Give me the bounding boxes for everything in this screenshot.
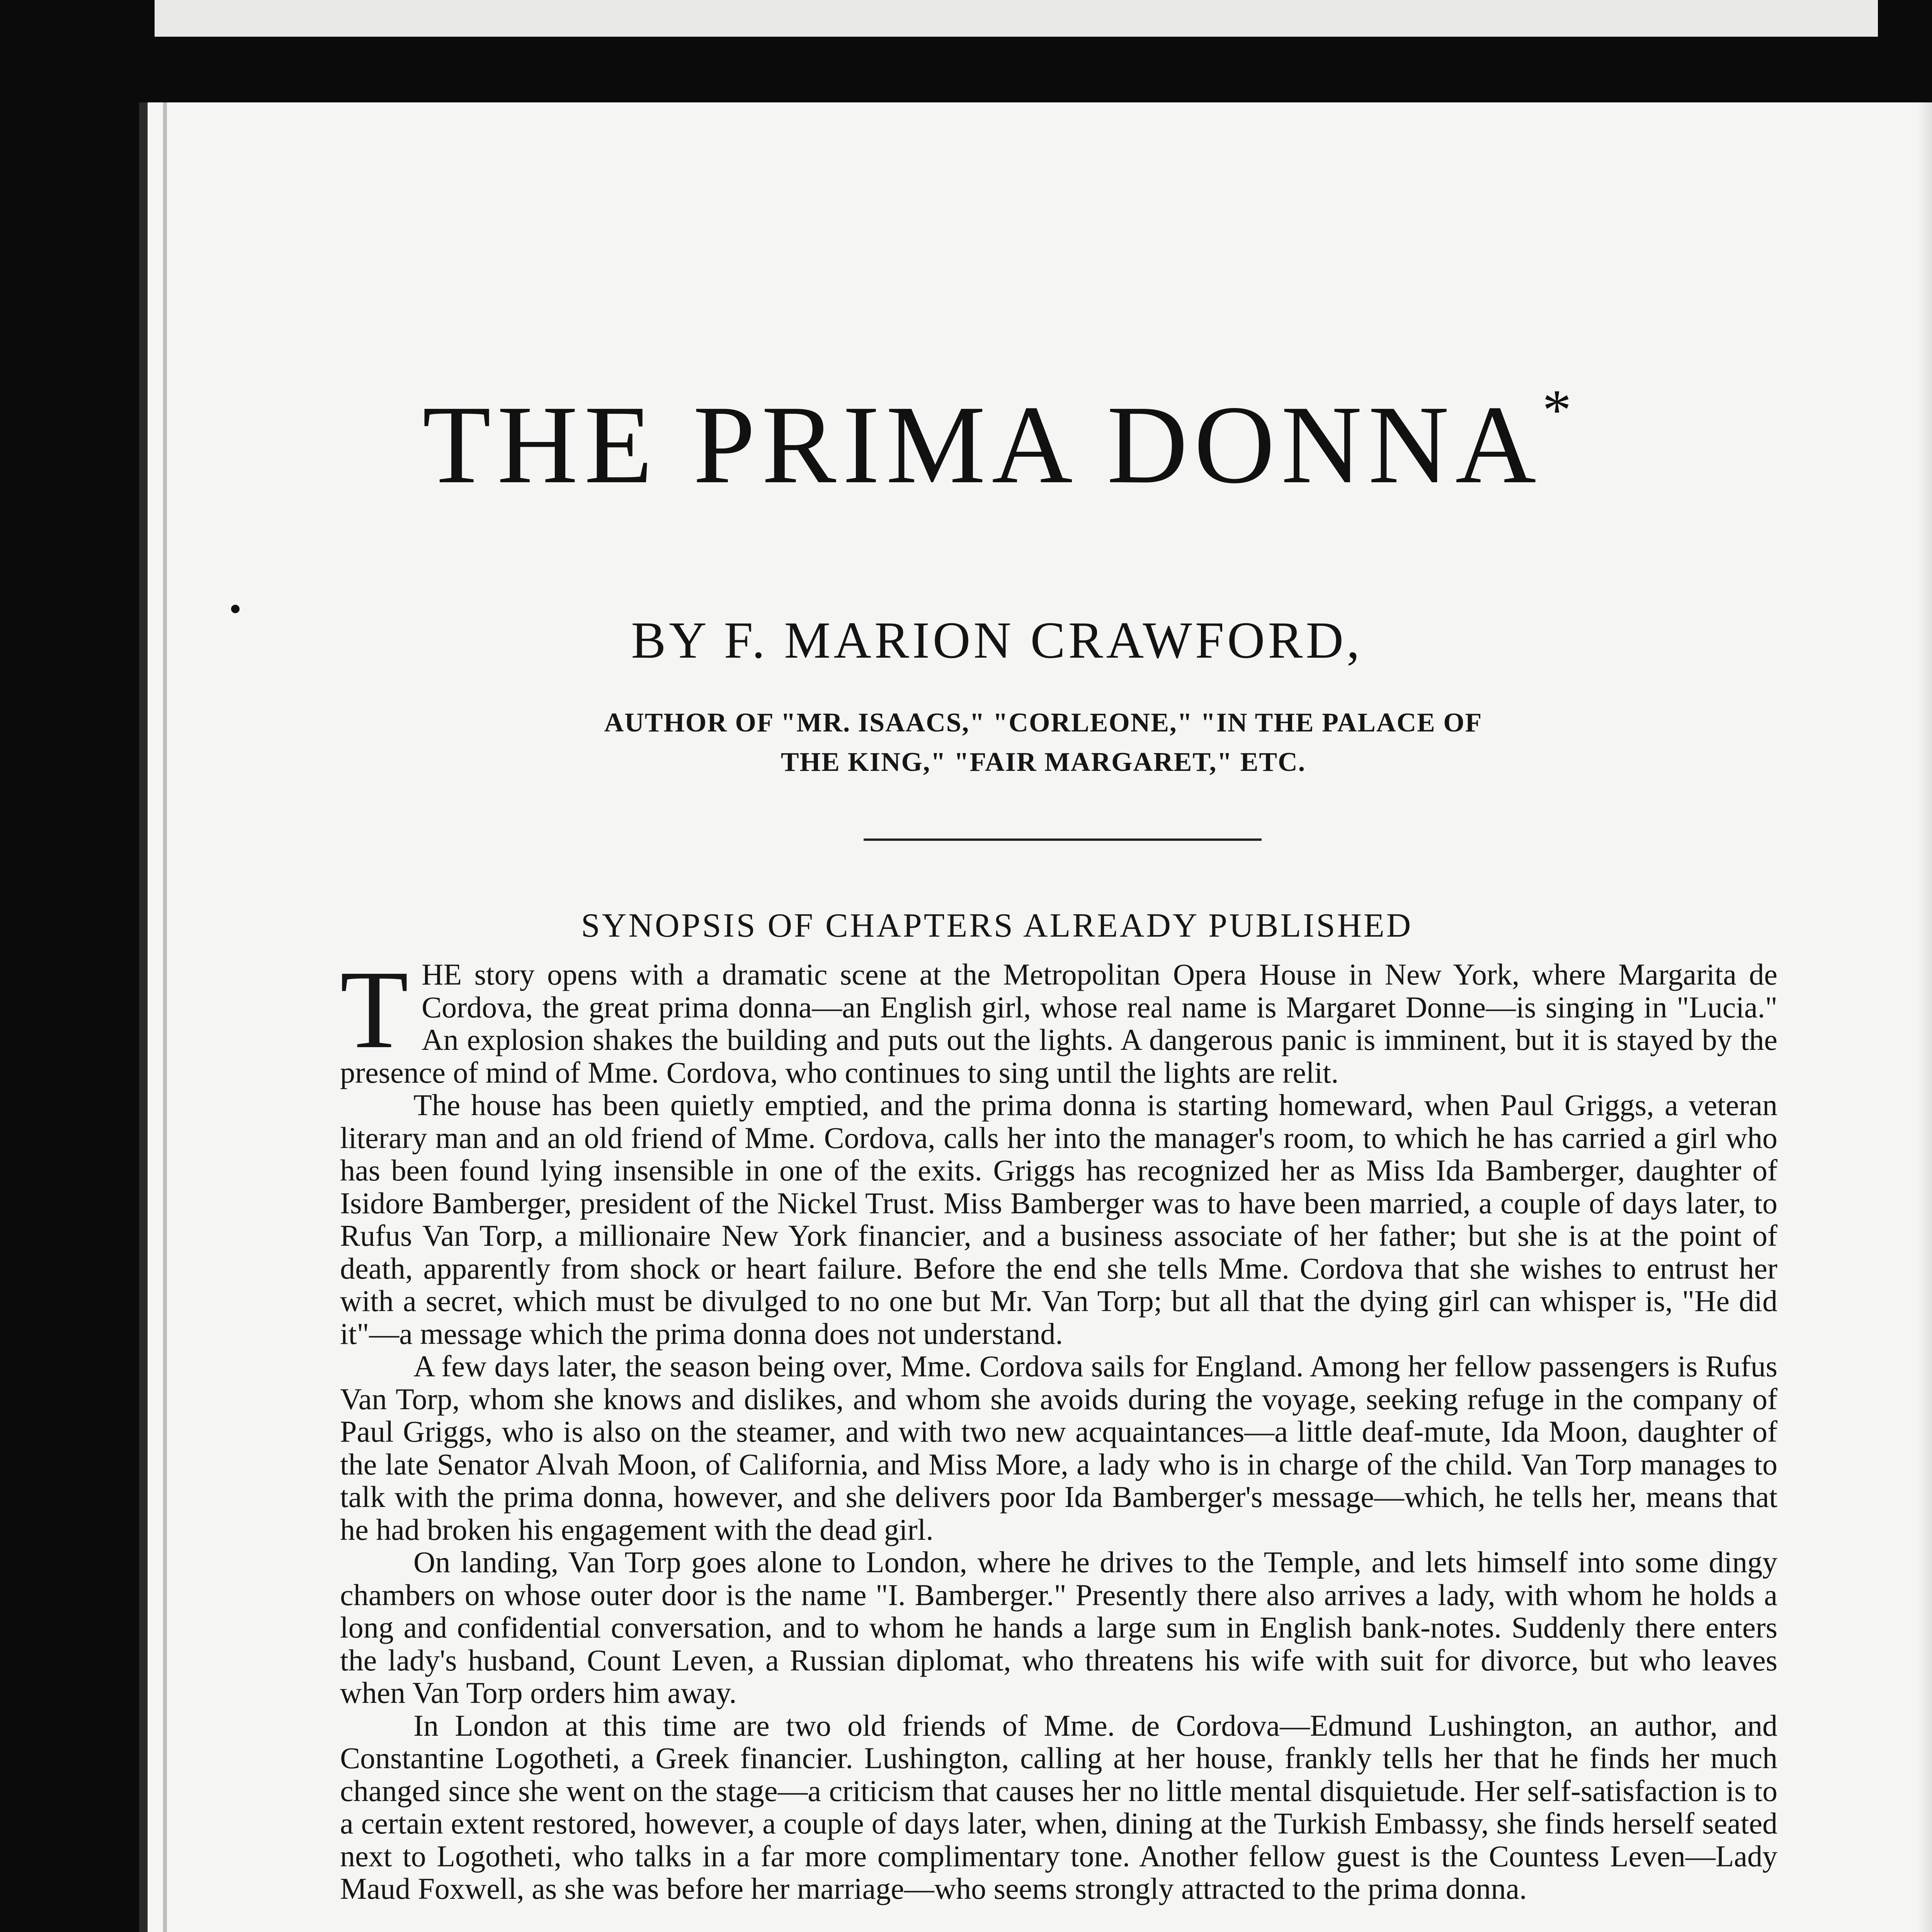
author-credits-line: AUTHOR OF "MR. ISAACS," "CORLEONE," "IN THE PALACE OF — [604, 708, 1483, 738]
adjacent-page-edge-top — [155, 0, 1878, 37]
page-binding-edge — [1917, 102, 1932, 1932]
synopsis-body — [340, 947, 1777, 1905]
author-credits — [502, 703, 1584, 782]
author-credits-line: THE KING," "FAIR MARGARET," ETC. — [781, 747, 1306, 777]
synopsis-paragraph: A few days later, the season being over, Mme. Cordova sails for England. Among her fellow passengers is Rufus Van Torp, whom she knows and dislikes, and whom she avoids during the voyage, seeking refuge in the company of Paul Griggs, who is also on the steamer, and with two new acquaintances—a little deaf-mute, Ida Moon, daughter of the late Senator Alvah Moon, of California, and Miss More, a lady who is in charge of the child. Van Torp manages to talk with the prima donna, however, and she delivers poor Ida Bamberger's message—which, he tells her, means that he had broken his engagement with the dead girl. — [340, 1349, 1777, 1546]
drop-cap: T — [340, 947, 409, 1071]
synopsis-heading: SYNOPSIS OF CHAPTERS ALREADY PUBLISHED — [581, 907, 1413, 944]
synopsis-paragraph: THE story opens with a dramatic scene at the Metropolitan Opera House in New York, where Margarita de Cordova, the great prima donna—an English girl, whose real name is Margaret Donne—is singing in "Lucia." An explosion shakes the building and puts out the lights. A dangerous panic is imminent, but it is stayed by the presence of mind of Mme. Cordova, who continues to sing until the lights are relit. — [340, 947, 1777, 1089]
synopsis-paragraph: On landing, Van Torp goes alone to London, where he drives to the Temple, and lets himself into some dingy chambers on whose outer door is the name "I. Bamberger." Presently there also arrives a lady, with whom he holds a long and confidential conversation, and to whom he hands a large sum in English bank-notes. Suddenly there enters the lady's husband, Count Leven, a Russian diplomat, who threatens his wife with suit for divorce, but who leaves when Van Torp orders him away. — [340, 1545, 1777, 1709]
synopsis-paragraph: In London at this time are two old friends of Mme. de Cordova—Edmund Lushington, an author, and Constantine Logotheti, a Greek financier. Lushington, calling at her house, frankly tells her that he finds her much changed since she went on the stage—a criticism that causes her no little mental disquietude. Her self-satisfaction is to a certain extent restored, however, a couple of days later, when, dining at the Turkish Embassy, she finds herself seated next to Logotheti, who talks in a far more complimentary tone. Another fellow guest is the Countess Leven—Lady Maud Foxwell, as she was before her marriage—who seems strongly attracted to the prima donna. — [340, 1708, 1777, 1905]
title-footnote-mark: * — [1542, 378, 1571, 442]
divider-rule — [864, 838, 1262, 841]
article-title: THE PRIMA DONNA* — [422, 378, 1571, 507]
author-byline: BY F. MARION CRAWFORD, — [631, 612, 1363, 669]
synopsis-paragraph: The house has been quietly emptied, and the prima donna is starting homeward, when Paul Griggs, a veteran literary man and an old friend of Mme. Cordova, calls her into the manager's room, to which he has carried a girl who has been found lying insensible in one of the exits. Griggs has recognized her as Miss Ida Bamberger, daughter of Isidore Bamberger, president of the Nickel Trust. Miss Bamberger was to have been married, a couple of days later, to Rufus Van Torp, a millionaire New York financier, and a business associate of her father; but she is at the point of death, apparently from shock or heart failure. Before the end she tells Mme. Cordova that she wishes to entrust her with a secret, which must be divulged to no one but Mr. Van Torp; but all that the dying girl can whisper is, "He did it"—a message which the prima donna does not understand. — [340, 1088, 1777, 1350]
